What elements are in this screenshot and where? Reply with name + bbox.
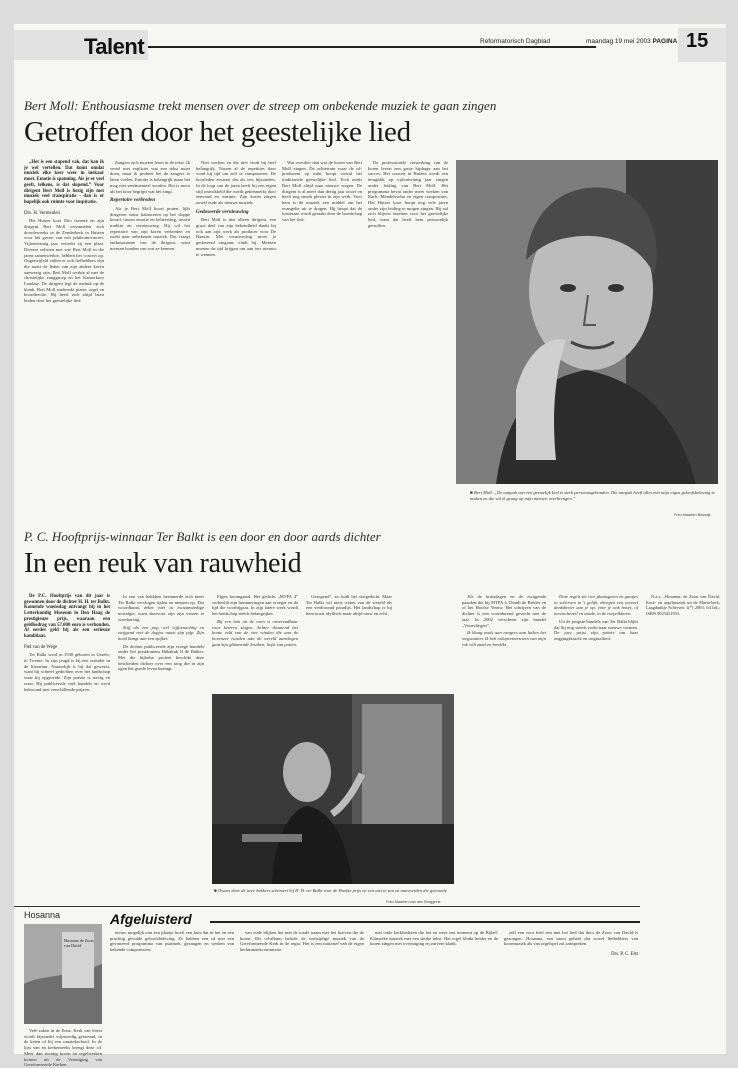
afgeluisterd-column-1: nieuw mogelijk van een plaatje hoeft een huis dat in het en een prachtig gevulde geloofsbeleving. Ze hebben een cd met een gevarieerd programma van psalmen, gezangen en werken van bekende componisten.	[110, 930, 234, 953]
section-title: Talent	[84, 34, 145, 59]
article2-headline: In een reuk van rauwheid	[24, 548, 302, 579]
caption-bullet-icon: ■	[470, 490, 474, 495]
article2-lead: De P.C. Hooftprijs van dit jaar is gewonnen door de dichter H. H. ter Balkt. Komende woensdag ontvangt hij in het Letterkundig Museum in Den Haag de prestigieuze prijs, waaraan een geldbedrag van 57.000 euro is verbonden. Al eerder geld hij als een serieuze kandidaat.	[24, 594, 110, 639]
article2-poem-4: Deze regels uit rivo plaatsgeten en gaatjes in scherven in 't gelijk, droegen een teeveel denkdiener aan je op, voor je ook hoort, of ineens bezeil en aarde, in de roepelklaren.	[554, 594, 638, 617]
article1-kicker: Bert Moll: Enthousiasme trekt mensen over de streep om onbekende muziek te gaan zingen	[24, 98, 497, 113]
article2-meta: N.a.v. „Hosanna, de Zoon van David. Koor- en orgelmuziek uit de Maria-kerk, Laagdunkje Scherven 1(*) 2003; 64 blz.; ISBN 9023421933.	[646, 594, 720, 617]
poet-photo	[212, 694, 454, 884]
article1-body-3: Niet werken en die niet vindt bij heel belangrijk. Tussen al de repetities door vond hij tijd om zelf te componeren. De koorleden ervaren dat als iets bijzonders. In de loop van de jaren heeft hij een eigen stijl ontwikkeld die wordt gekenmerkt door eenvoud en warmte. Zijn koren zingen zowel oude als nieuwe muziek.	[196, 160, 276, 205]
portrait-caption: ■ Bert Moll: „De aanpak van een geestelijk lied is sterk persoonsgebonden. Die aanpak heeft alles met mijn eigen geloofsbeleving te maken en die wil ik graag op mijn mensen overbrengen.”	[470, 490, 715, 501]
article2-kicker: P. C. Hooftprijs-winnaar Ter Balkt is een door en door aards dichter	[24, 529, 381, 544]
article1-column-1	[24, 160, 104, 578]
article1-body-2: Zangers zich moeten leren in de tekst. Ik vertel niet expliciet wat een tekst moet doen, maar ik probeer het de zangers te laten voelen. Emotie is belangrijk maar het mag niet sentimenteel worden. Het is mooi als het koor begrijpt wat het zingt.	[110, 160, 190, 194]
hosanna-body: Vele zaken in de Eenz. Kerk van Soest wordt bijzonder vrijmoedig genoemd, in de keten of bij een muziekschool. In de lijst van en kerkenreeks brengt deze cd. Meer dan twintig koren en orgelwerken komen uit de Vereniging van Gereformeerde Kerken.	[24, 1028, 102, 1068]
article1-lead: „Het is een stapend vak, dat kan ik je wel vertellen. Dat komt omdat muziek elke keer weer in mekaar moet. Emotie is spanning. Als je er veel geeft, telkens, is dat slopend.” Voor dirigent Bert Moll is bezig zijn met muziek veel transpiratie - dan is er hopelijk ook ruimte voor inspiratie.	[24, 160, 104, 205]
paper-name: Reformatorisch Dagblad	[480, 38, 551, 45]
article2-body-6: Uit de jongste bundels van Ter Balkt blijkt dat hij nog steeds zoekt naar nieuwe vormen. De jury prijst zijn poëzie om haar zeggingskracht en originaliteit.	[554, 618, 638, 641]
article2-body-2b: De dichter publiceerde zijn vroege bundels onder het pseudoniem Habakuk II de Balker. Met die bijbelse profeet beschikt deze bescheiden dichter over een tong die in zijn ogen het goede leven bezingt.	[118, 643, 204, 672]
article1-subhead-2: Gedoseerde vernieuwing	[196, 208, 249, 215]
article2-body-1: Ter Balkt werd in 1938 geboren in Usselo, in Twente. In zijn jeugd is hij een outsider in de literatuur. Natuurlijk is hij dat geweest, want hij schreef gedichten over het landschap waar hij opgroeide. Zijn poëzie is stevig en rauw. Hij publiceerde veel bundels en werd bekroond met verschillende prijzen.	[24, 652, 110, 692]
article1-byline: Drs. H. Vermeulen	[24, 210, 60, 216]
article2-column-4	[306, 594, 392, 686]
article2-column-7	[646, 594, 720, 1034]
article1-body-3b: Bert Moll is niet alleen dirigent, een groot deel van zijn bekendheid dankt hij ook aan zijn werk als producer voor De Bazuin. Met vernieuwing moet je gedoseerd omgaan, vindt hij. Mensen moeten de tijd krijgen om aan iets nieuws te wennen.	[196, 217, 276, 257]
article2-column-5	[462, 594, 546, 894]
afgeluisterd-column-4: zelf een voor heel een met het lied dat door de Zoon van David is gezongen. Hosanna, een mooi geheel dat zowel liefhebbers van koormuziek als van orgelspel zal aanspreken. Drs. P. C. Elst	[504, 930, 638, 958]
page-date: maandag 19 mei 2003 PAGINA	[586, 38, 678, 45]
article1-body-1: Het Huizer koor Deo favente en zijn dirigent Bert Moll verzamelen zich doordeweeks in de Zenderkerk in Huizen voor het geven van een jubileumconcert. Vijfentwintig jaar vertrekt zij een plaat. Diverse solisten met wie Bert Moll in die jaren samenwerkte, hebben het concert op. Ongetwijfeld zullen er ook liefhebbers zijn die naast de leden van zijn andere koren aanwezig zijn. Bert Moll werkte al met de christelijke zanggroep en het Kamerkoor Laudate. De dirigent legt de nadruk op de klank. Bert Moll studeerde piano, orgel en koordirectie. Hij heeft zich altijd laten leiden door het geestelijke lied.	[24, 218, 104, 304]
cd-cover-text: Hosanna de Zoon van David	[64, 938, 94, 948]
afgeluisterd-title: Afgeluisterd	[110, 911, 192, 927]
poet-credit: Foto Maarten van den Borggrink	[386, 900, 441, 904]
article2-byline: Piet van de Wege	[24, 644, 58, 650]
bottom-divider	[14, 906, 640, 907]
portrait-photo	[456, 160, 718, 484]
page-header	[14, 24, 726, 64]
article1-column-5	[368, 160, 448, 578]
article2-poem-1: Stijf als een pop, wel vijftienachtig en zwijgend met de dopjes naast zijn pijp. Zijn hoed hangt aan een spijker.	[118, 624, 204, 641]
newspaper-page	[14, 24, 726, 1068]
article1-column-2	[110, 160, 190, 578]
afgeluisterd-byline: Drs. P. C. Elst	[611, 952, 638, 958]
portrait-illustration	[456, 160, 718, 484]
hosanna-cd-cover	[24, 924, 102, 1024]
article1-column-4	[282, 160, 362, 578]
afgeluisterd-column-3: met oude kerkliederen die het en weer een moment op de Bijbel. Klassieke muziek met een sterke tekst. Het orgel klinkt helder en de koren zingen met overtuiging en zuivere klank.	[370, 930, 498, 947]
article1-subhead-1: Repertoire verbreden	[110, 197, 156, 204]
article1-body-4: Wat overdier dan wat de koren van Bert Moll zingen. De achtertuin waar de cd-producent op mikt koopt vooral het traditionele geestelijke lied. Toch zoekt Bert Moll altijd naar nieuwe wegen. De dirigent is al meer dan dertig jaar actief en heeft nog steeds plezier in zijn werk. Voor hem is de muziek een middel om het evangelie uit te dragen. Hij hoopt dat de luisteraar wordt geraakt door de boodschap van het lied.	[282, 160, 362, 223]
article2-body-4: Gezegend”, zo luidt het slotgedicht. Maar Ter Balkt wil niets weten van de wereld als een verdroomd paradijs. Het landschap is bij hem nooit idyllisch maar altijd rauw en echt.	[306, 594, 392, 617]
article2-body-5: Als de kruisdagen en de zwijgende paarden die bij MTPA 4, Dondi de Bredes en of het Hoofse Veruw. Het schrijven van de dichter is een voortdurend gevecht met de taal. In 2002 verscheen zijn bundel „Vuurvliegen”.	[462, 594, 546, 628]
article1-body-2b: Als je Bert Moll hoort praten, lijkt dirigeren soms balanceren op het slappe koord, tussen emotie en beheersing, tussen traditie en vernieuwing. Hij wil het repertoire van zijn koren verbreden en zoekt naar onbekende muziek. Dat vraagt enthousiasme van de dirigent, want mensen houden van wat ze kennen.	[110, 205, 190, 251]
article2-column-1	[24, 594, 110, 894]
caption-bullet-icon-2: ■	[214, 888, 218, 893]
portrait-credit: Foto Maarten Boswijk	[674, 513, 711, 517]
article1-headline: Getroffen door het geestelijke lied	[24, 116, 411, 148]
article2-column-6	[554, 594, 638, 894]
poet-caption: ■ Dwars door de twee bekkers schemert hij H. H. ter Balkt voor de Hoofse prijs en een niet te zen en aanvoerden die getoonde	[214, 888, 447, 893]
article2-body-3: Eigen boomgaard. Het gedicht „MTPA 4” verbeeldt zijn herinneringen aan vroeger en de tijd die voorbijgaat. In zijn latere werk wordt het landschap steeds belangrijker.	[212, 594, 298, 617]
poet-illustration	[212, 694, 454, 884]
afgeluisterd-column-2: van oude blijken het met de totale naam met het hoeven die de koren. Dit cd-album belicht de veelzijdige muziek van de Gereformeerde Kerk in de regio. Het is een initiatief van de eigen kerkmuziekcommissie.	[240, 930, 364, 953]
article1-column-3	[196, 160, 276, 578]
hosanna-label: Hosanna	[24, 910, 61, 920]
afgeluisterd-rule	[210, 921, 640, 923]
article2-column-3	[212, 594, 298, 686]
article2-poem-3: Ik klaag zoals aan rangers aan luiken het wegwaaien. Ik heb oolapvetzeeuwen van mijn rok wilt zaad en bredekt.	[462, 630, 546, 647]
article2-body-2: In een van bekkken herinnerde zich meer Ter Balkt vervlogen tijden en mensen op. Dat woordkunst zeker niet in zwaarmoedige nostalgie, want daarvoor zijn zijn verzen te weerbarstig.	[118, 594, 204, 622]
header-rule	[148, 46, 596, 48]
article1-body-5: De professionele versterking van de koren levert een grote bijdrage aan het succes. Het concert in Huizen wordt een terugblik op vijfentwintig jaar zingen onder leiding van Bert Moll. Het programma bevat onder meer werken van Bach, Mendelssohn en eigen composities. Het Huizer koor hoopt nog vele jaren onder zijn leiding te mogen zingen. Hij zal zich blijven inzetten voor het geestelijke lied, want dat heeft hem persoonlijk getroffen.	[368, 160, 448, 228]
article2-poem-2: Bij een lam uit de oven is onverzadbaar voor keteren slagen. Achter draaiend het bonte veld van de vier winden die aan de bovenzee ruisden aan de wereld aanvlogen gaat zijn glimmende kruiken, liefst van potten.	[212, 618, 298, 647]
page-number: 15	[686, 30, 709, 52]
article2-column-2	[118, 594, 204, 894]
